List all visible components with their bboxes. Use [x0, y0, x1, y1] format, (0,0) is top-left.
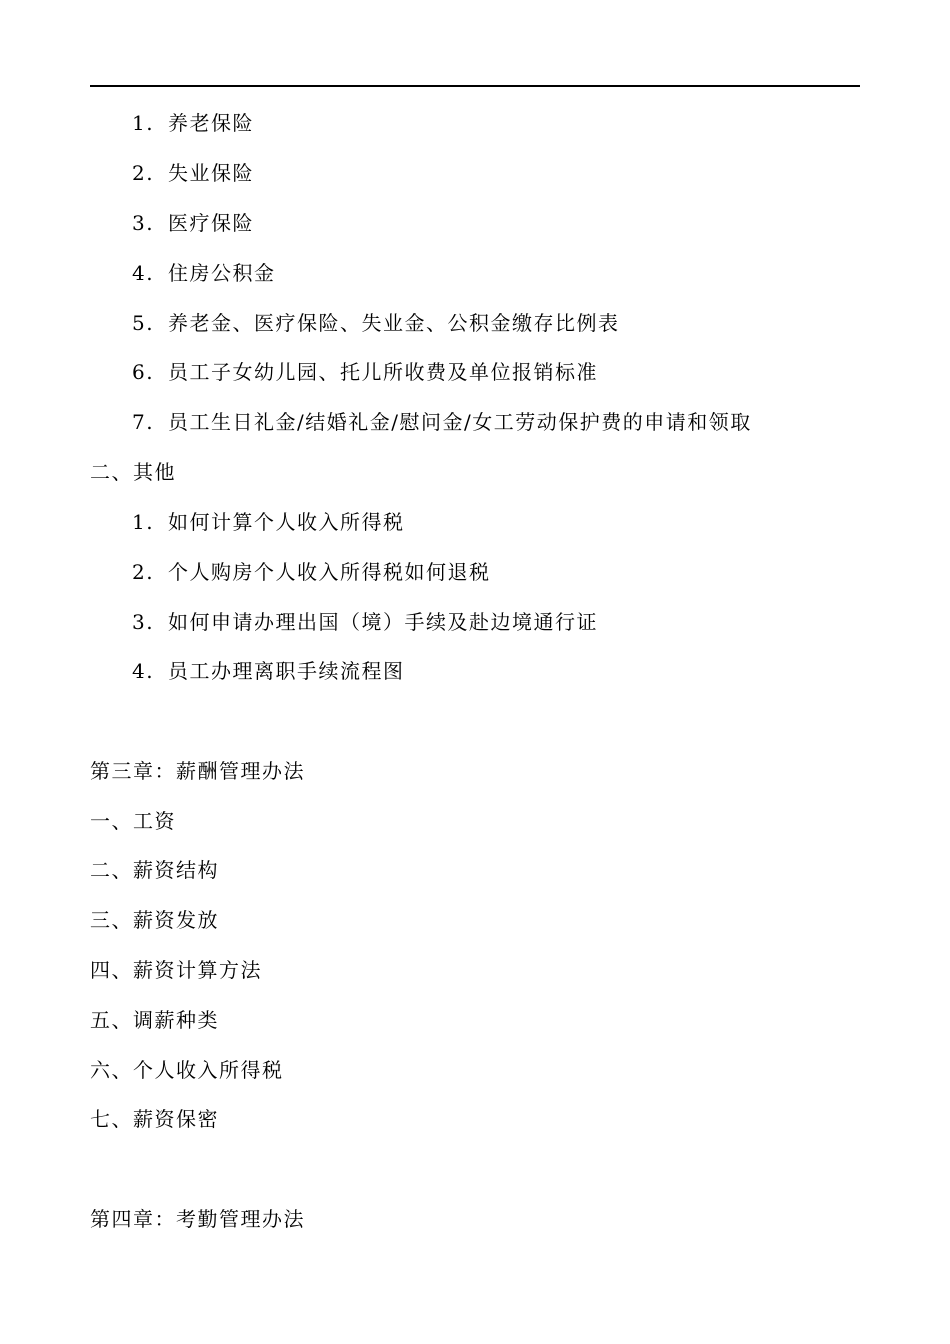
- section-heading: 四、薪资计算方法: [90, 958, 262, 982]
- list-item: 5. 养老金、医疗保险、失业金、公积金缴存比例表: [132, 311, 620, 335]
- list-item: 3. 如何申请办理出国（境）手续及赴边境通行证: [132, 610, 598, 634]
- list-item: 4. 住房公积金: [132, 261, 276, 285]
- section-heading: 二、其他: [90, 460, 176, 484]
- section-heading: 三、薪资发放: [90, 908, 219, 932]
- list-item: 2. 个人购房个人收入所得税如何退税: [132, 560, 491, 584]
- list-item: 3. 医疗保险: [132, 211, 254, 235]
- chapter-title: 第三章：薪酬管理办法: [90, 759, 305, 783]
- section-heading: 七、薪资保密: [90, 1107, 219, 1131]
- section-heading: 五、调薪种类: [90, 1008, 219, 1032]
- list-item: 1. 养老保险: [132, 111, 254, 135]
- list-item: 1. 如何计算个人收入所得税: [132, 510, 405, 534]
- list-item: 7. 员工生日礼金/结婚礼金/慰问金/女工劳动保护费的申请和领取: [132, 410, 752, 434]
- chapter-title: 第四章：考勤管理办法: [90, 1207, 305, 1231]
- section-heading: 六、个人收入所得税: [90, 1058, 284, 1082]
- section-heading: 一、工资: [90, 809, 176, 833]
- list-item: 2. 失业保险: [132, 161, 254, 185]
- header-rule: [90, 85, 860, 87]
- section-heading: 二、薪资结构: [90, 858, 219, 882]
- list-item: 6. 员工子女幼儿园、托儿所收费及单位报销标准: [132, 360, 598, 384]
- list-item: 4. 员工办理离职手续流程图: [132, 659, 405, 683]
